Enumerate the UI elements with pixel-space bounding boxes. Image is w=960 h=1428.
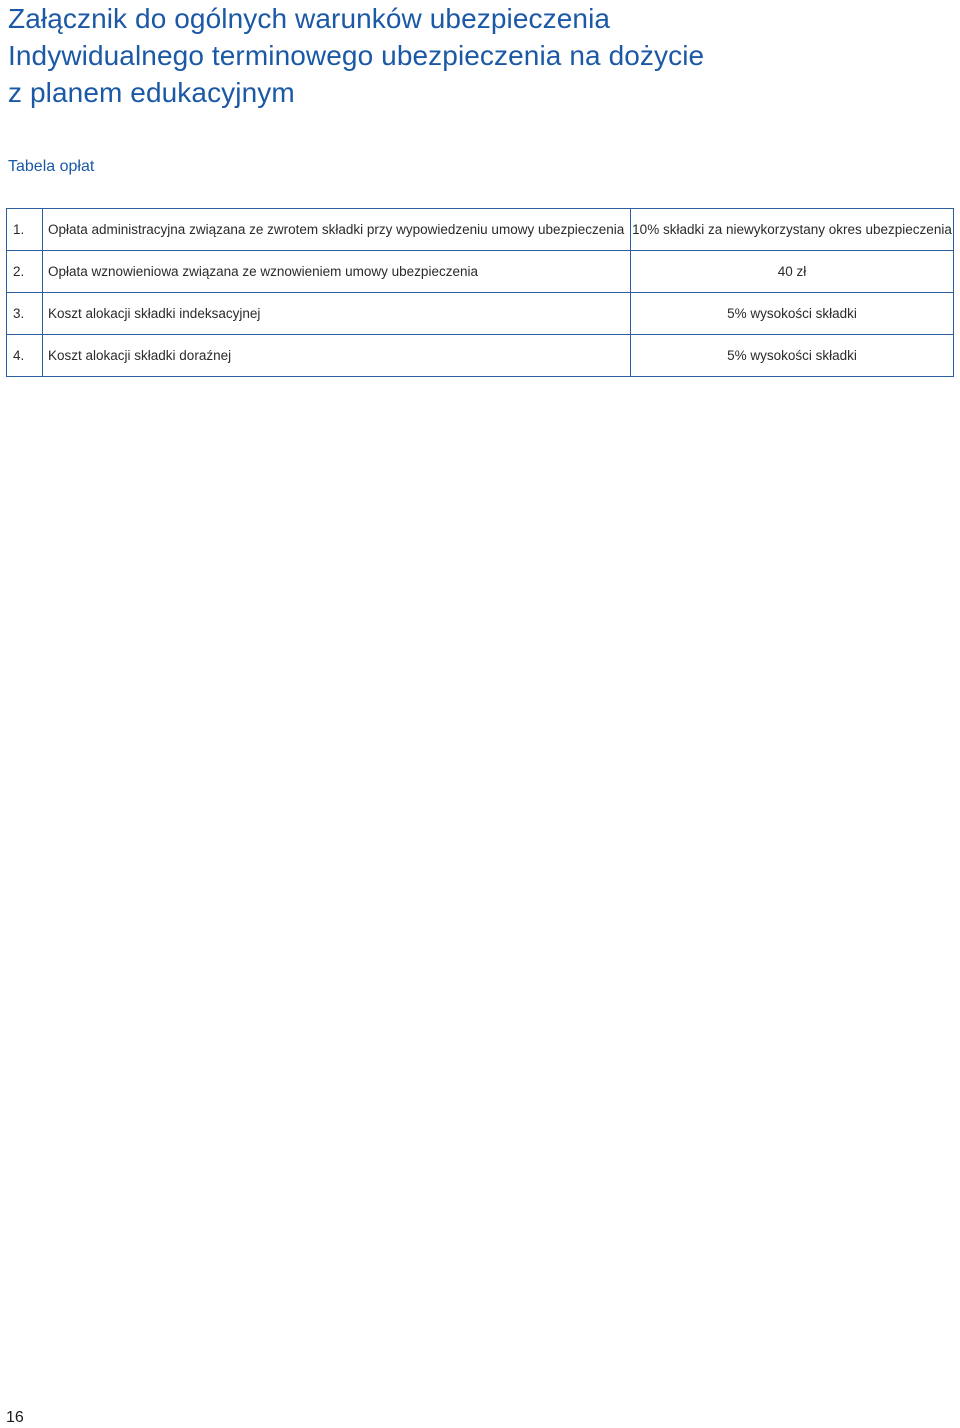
- table-row: [7, 209, 954, 251]
- fee-value: 5% wysokości składki: [631, 293, 954, 335]
- row-number: 4.: [7, 335, 43, 377]
- section-heading-fee-table: Tabela opłat: [8, 158, 95, 175]
- table-row: [7, 335, 954, 377]
- fee-value: 5% wysokości składki: [631, 335, 954, 377]
- page-number: 16: [6, 1409, 24, 1426]
- fee-description: Koszt alokacji składki indeksacyjnej: [43, 293, 631, 335]
- table-row: [7, 293, 954, 335]
- row-number: 1.: [7, 209, 43, 251]
- document-title-line-2: Indywidualnego terminowego ubezpieczenia na dożycie: [8, 40, 705, 71]
- document-title-line-1: Załącznik do ogólnych warunków ubezpieczenia: [8, 3, 611, 34]
- fee-value: 40 zł: [631, 251, 954, 293]
- row-number: 3.: [7, 293, 43, 335]
- fee-description: Opłata wznowieniowa związana ze wznowieniem umowy ubezpieczenia: [43, 251, 631, 293]
- row-number: 2.: [7, 251, 43, 293]
- fees-table: [6, 208, 954, 377]
- fee-value: 10% składki za niewykorzystany okres ubezpieczenia: [631, 209, 954, 251]
- table-row: [7, 251, 954, 293]
- fee-description: Koszt alokacji składki doraźnej: [43, 335, 631, 377]
- document-title: [8, 0, 704, 111]
- document-title-line-3: z planem edukacyjnym: [8, 77, 295, 108]
- fee-description: Opłata administracyjna związana ze zwrotem składki przy wypowiedzeniu umowy ubezpieczenia: [43, 209, 631, 251]
